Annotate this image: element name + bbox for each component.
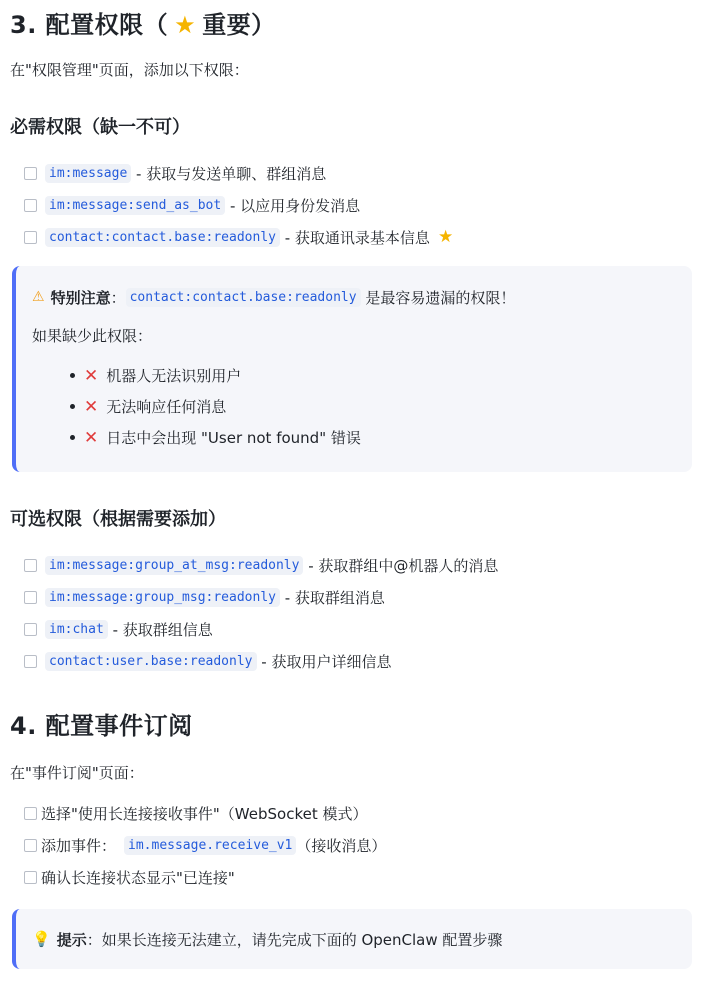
warning-text: 是最容易遗漏的权限！ [360,288,516,307]
cross-icon: ✕ [84,427,99,448]
permission-desc: - 获取通讯录基本信息 [279,228,430,247]
task-checkbox[interactable] [24,199,37,212]
warning-callout [12,266,692,472]
missing-permission-intro: 如果缺少此权限： [32,327,153,345]
event-code: im.message.receive_v1 [124,836,296,855]
task-item [24,581,692,613]
task-item: 选择"使用长连接接收事件"（WebSocket 模式） [24,797,692,829]
section-3-intro: 在"权限管理"页面，添加以下权限： [10,61,249,79]
task-item: 确认长连接状态显示"已连接" [24,861,692,893]
optional-permissions-list [10,549,692,677]
task-checkbox[interactable] [24,655,37,668]
cross-icon: ✕ [84,365,99,386]
task-checkbox[interactable] [24,167,37,180]
permission-desc: - 获取用户详细信息 [256,652,392,671]
warning-icon: ⚠ [32,289,45,305]
task-checkbox[interactable] [24,839,37,852]
star-icon: ★ [174,11,197,39]
permission-code: im:message:send_as_bot [45,196,225,215]
permission-desc: - 以应用身份发消息 [225,196,361,215]
event-subscription-list [10,797,692,893]
permission-code: contact:contact.base:readonly [45,228,280,247]
task-checkbox[interactable] [24,807,37,820]
task-item: 添加事件： im.message.receive_v1 （接收消息） [24,829,692,861]
required-permissions-heading: 必需权限（缺一不可） [10,117,190,138]
list-item: ✕ 日志中会出现 "User not found" 错误 [70,422,676,453]
task-checkbox[interactable] [24,591,37,604]
permission-desc: - 获取与发送单聊、群组消息 [131,164,327,183]
list-item: ✕ 无法响应任何消息 [70,391,676,422]
permission-code: contact:user.base:readonly [45,652,257,671]
task-item [24,157,692,189]
task-item [24,613,692,645]
warning-colon: ： [110,288,126,307]
permission-code: im:message [45,164,131,183]
task-item [24,221,692,253]
permission-desc: - 获取群组消息 [279,588,385,607]
task-item [24,645,692,677]
warning-line [32,282,676,312]
tip-callout [12,909,692,969]
permission-code: contact:contact.base:readonly [126,288,361,307]
permission-desc: - 获取群组信息 [107,620,213,639]
permission-desc: - 获取群组中@机器人的消息 [303,556,499,575]
tip-text: ：如果长连接无法建立，请先完成下面的 OpenClaw 配置步骤 [86,930,503,949]
task-checkbox[interactable] [24,559,37,572]
required-permissions-list [10,157,692,253]
list-item: ✕ 机器人无法识别用户 [70,360,676,391]
warning-label: 特别注意 [50,288,111,307]
cross-icon: ✕ [84,396,99,417]
tip-label: 提示 [56,930,87,949]
section-4-title: 4. 配置事件订阅 [10,712,193,740]
section-4-intro: 在"事件订阅"页面： [10,764,144,782]
task-item [24,189,692,221]
task-checkbox[interactable] [24,623,37,636]
permission-code: im:chat [45,620,108,639]
permission-code: im:message:group_at_msg:readonly [45,556,303,575]
consequence-list [32,360,676,453]
optional-permissions-heading: 可选权限（根据需要添加） [10,509,226,530]
section-3-title: 3. 配置权限（ ★ 重要） [10,11,276,39]
permission-code: im:message:group_msg:readonly [45,588,280,607]
star-icon: ★ [437,227,454,247]
bulb-icon: 💡 [32,930,51,948]
task-item [24,549,692,581]
task-checkbox[interactable] [24,871,37,884]
task-checkbox[interactable] [24,231,37,244]
